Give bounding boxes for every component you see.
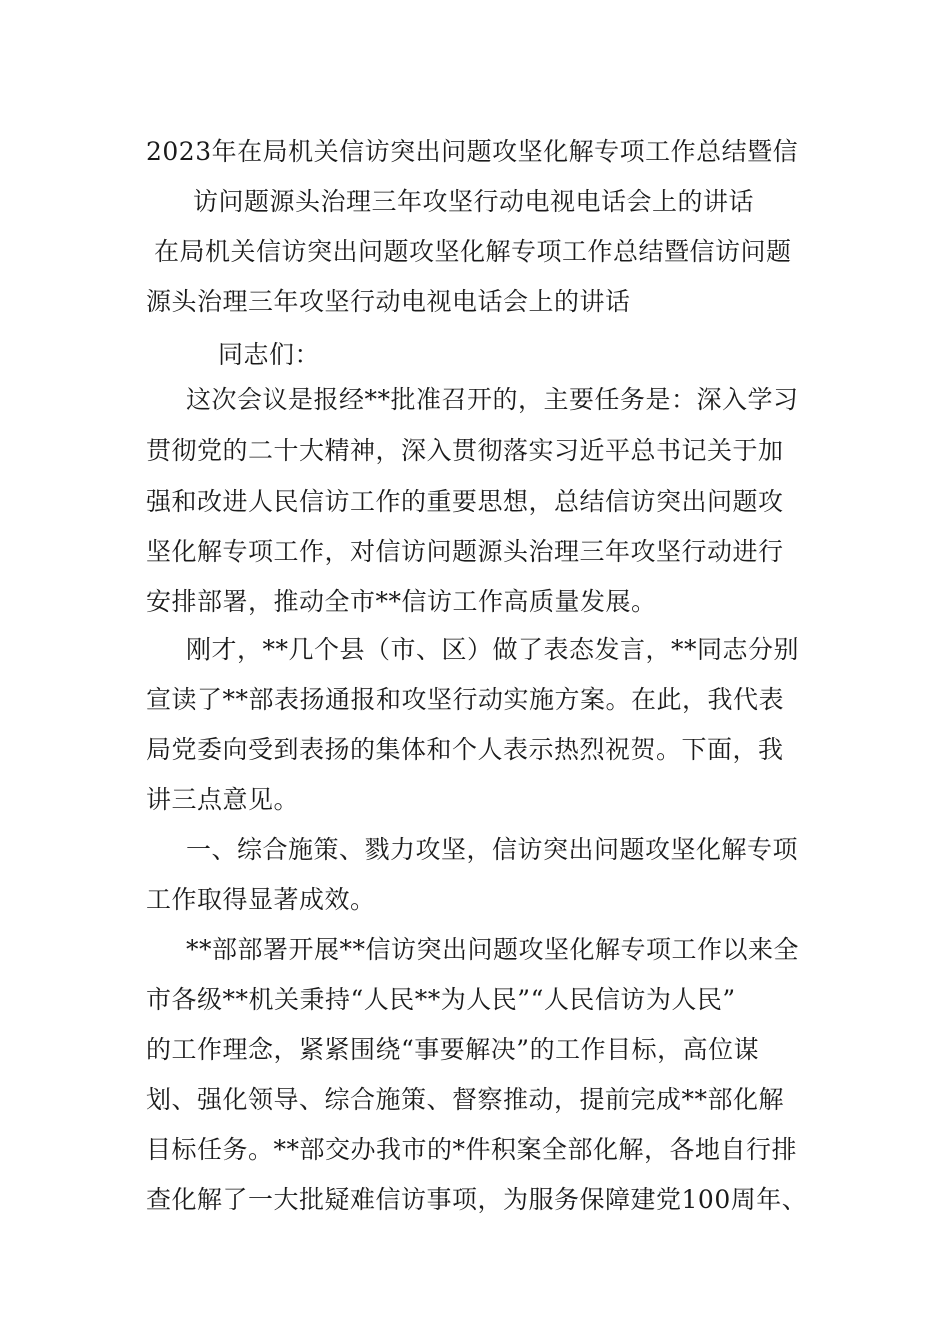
paragraph-4-line-5: 目标任务。**部交办我市的*件积案全部化解，各地自行排 [146, 1135, 798, 1164]
paragraph-2-line-4: 讲三点意见。 [146, 785, 300, 814]
paragraph-1-line-5: 安排部署，推动全市**信访工作高质量发展。 [146, 587, 657, 616]
paragraph-1-line-3: 强和改进人民信访工作的重要思想，总结信访突出问题攻 [146, 487, 784, 516]
paragraph-4-line-2: 市各级**机关秉持“人民**为人民”“人民信访为人民” [146, 985, 736, 1014]
paragraph-1-line-4: 坚化解专项工作，对信访问题源头治理三年攻坚行动进行 [146, 537, 784, 566]
paragraph-4-line-1: **部部署开展**信访突出问题攻坚化解专项工作以来全 [186, 935, 800, 964]
paragraph-4-line-6: 查化解了一大批疑难信访事项，为服务保障建党100周年、 [146, 1185, 808, 1214]
paragraph-3-line-2: 工作取得显著成效。 [146, 885, 376, 914]
paragraph-2-line-2: 宣读了**部表扬通报和攻坚行动实施方案。在此，我代表 [146, 685, 785, 714]
salutation: 同志们： [218, 340, 321, 369]
paragraph-2-line-3: 局党委向受到表扬的集体和个人表示热烈祝贺。下面，我 [146, 735, 784, 764]
paragraph-2-line-1: 刚才，**几个县（市、区）做了表态发言，**同志分别 [186, 635, 800, 664]
paragraph-1-line-1: 这次会议是报经**批准召开的，主要任务是：深入学习 [186, 385, 799, 414]
subtitle-line-1: 在局机关信访突出问题攻坚化解专项工作总结暨信访问题 [154, 237, 792, 266]
title-line-1: 2023年在局机关信访突出问题攻坚化解专项工作总结暨信 [146, 137, 799, 166]
paragraph-3-line-1: 一、综合施策、戮力攻坚，信访突出问题攻坚化解专项 [186, 835, 799, 864]
paragraph-4-line-3: 的工作理念，紧紧围绕“事要解决”的工作目标，高位谋 [146, 1035, 760, 1064]
subtitle-line-2: 源头治理三年攻坚行动电视电话会上的讲话 [146, 287, 631, 316]
paragraph-1-line-2: 贯彻党的二十大精神，深入贯彻落实习近平总书记关于加 [146, 436, 784, 465]
paragraph-4-line-4: 划、强化领导、综合施策、督察推动，提前完成**部化解 [146, 1085, 785, 1114]
title-line-2: 访问题源头治理三年攻坚行动电视电话会上的讲话 [193, 187, 755, 216]
